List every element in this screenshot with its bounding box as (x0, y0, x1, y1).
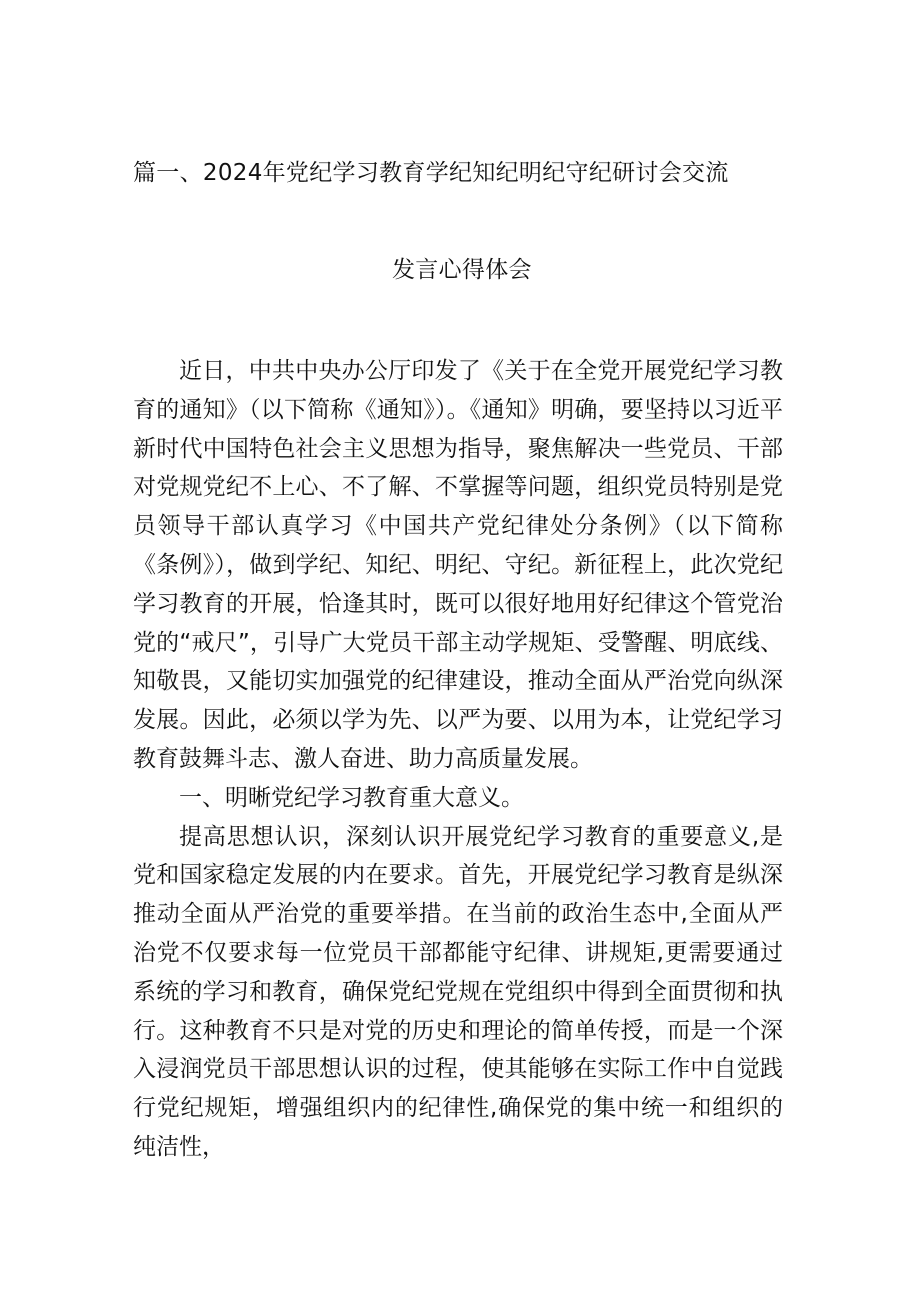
document-body (133, 352, 783, 1167)
body-paragraph: 提高思想认识，深刻认识开展党纪学习教育的重要意义,是党和国家稳定发展的内在要求。首先，开展党纪学习教育是纵深推动全面从严治党的重要举措。在当前的政治生态中,全面从严治党不仅要求每一位党员干部都能守纪律、讲规矩,更需要通过系统的学习和教育，确保党纪党规在党组织中得到全面贯彻和执行。这种教育不只是对党的历史和理论的简单传授，而是一个深入浸润党员干部思想认识的过程，使其能够在实际工作中自觉践行党纪规矩，增强组织内的纪律性,确保党的集中统一和组织的纯洁性， (133, 823, 783, 1160)
section-heading: 一、明晰党纪学习教育重大意义。 (179, 784, 524, 811)
document-title-line-1: 篇一、2024年党纪学习教育学纪知纪明纪守纪研讨会交流 (133, 160, 729, 186)
document-title-line-2: 发言心得体会 (392, 257, 532, 283)
intro-paragraph: 近日，中共中央办公厅印发了《关于在全党开展党纪学习教育的通知》（以下简称《通知》）。《通知》明确，要坚持以习近平新时代中国特色社会主义思想为指导，聚焦解决一些党员、干部对党规党纪不上心、不了解、不掌握等问题，组织党员特别是党员领导干部认真学习《中国共产党纪律处分条例》（以下简称《条例》），做到学纪、知纪、明纪、守纪。新征程上，此次党纪学习教育的开展，恰逢其时，既可以很好地用好纪律这个管党治党的“戒尺”，引导广大党员干部主动学规矩、受警醒、明底线、知敬畏，又能切实加强党的纪律建设，推动全面从严治党向纵深发展。因此，必须以学为先、以严为要、以用为本，让党纪学习教育鼓舞斗志、激人奋进、助力高质量发展。 (133, 358, 783, 772)
